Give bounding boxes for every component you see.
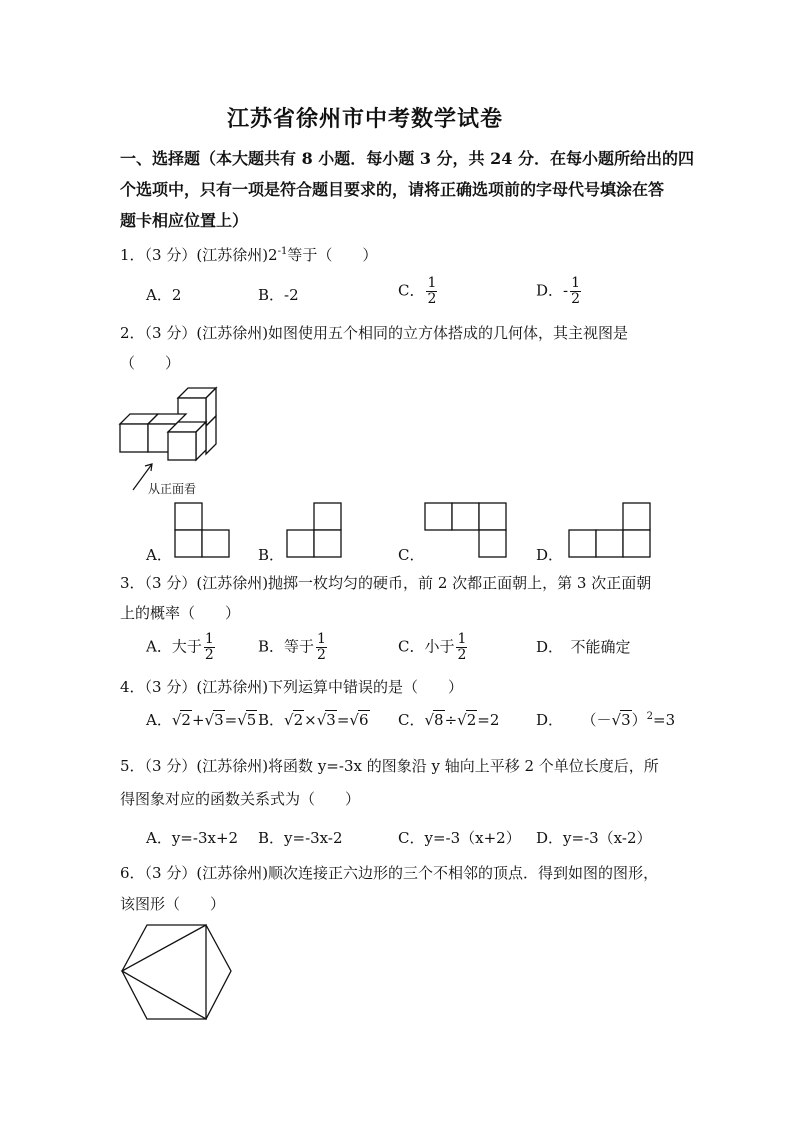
q2-option-d-label: D． bbox=[536, 546, 564, 564]
q2-option-a-figure bbox=[174, 502, 230, 558]
question-3-stem-line1: 3．（3 分）(江苏徐州)抛掷一枚均匀的硬币，前 2 次都正面朝上，第 3 次正面朝 bbox=[120, 574, 652, 592]
question-2-stem-line2: （ ） bbox=[120, 354, 181, 372]
section-header-line3: 题卡相应位置上） bbox=[120, 211, 249, 230]
section-header-line2: 个选项中，只有一项是符合题目要求的，请将正确选项前的字母代号填涂在答 bbox=[120, 180, 665, 199]
cubes-figure bbox=[118, 380, 218, 470]
q5-option-b: B．y=-3x-2 bbox=[258, 829, 343, 847]
section-header-line1: 一、选择题（本大题共有 8 小题．每小题 3 分，共 24 分．在每小题所给出的四 bbox=[120, 149, 694, 168]
q3-option-d: D． 不能确定 bbox=[536, 638, 631, 656]
q1-option-a: A．2 bbox=[146, 286, 182, 304]
q2-option-b-label: B． bbox=[258, 546, 285, 564]
q4-option-b: B．√2×√3=√6 bbox=[258, 711, 369, 729]
question-6-stem-line1: 6．（3 分）(江苏徐州)顺次连接正六边形的三个不相邻的顶点．得到如图的图形， bbox=[120, 864, 659, 882]
q2-option-b-figure bbox=[286, 502, 342, 558]
q2-option-a-label: A． bbox=[146, 546, 172, 564]
q5-option-c: C．y=-3（x+2） bbox=[398, 829, 521, 847]
q1-option-d: D．- $\frac{1}{2}$ bbox=[536, 275, 581, 307]
question-4-stem: 4．（3 分）(江苏徐州)下列运算中错误的是（ ） bbox=[120, 678, 464, 696]
q3-option-a: A．大于 $\frac{1}{2}$ bbox=[146, 631, 214, 663]
q1-option-b: B．-2 bbox=[258, 286, 299, 304]
question-5-stem-line2: 得图象对应的函数关系式为（ ） bbox=[120, 790, 361, 808]
question-3-stem-line2: 上的概率（ ） bbox=[120, 604, 241, 622]
figure-caption: 从正面看 bbox=[148, 482, 197, 496]
question-2-stem-line1: 2．（3 分）(江苏徐州)如图使用五个相同的立方体搭成的几何体，其主视图是 bbox=[120, 324, 629, 342]
hexagon-figure bbox=[118, 920, 236, 1024]
q5-option-a: A．y=-3x+2 bbox=[146, 829, 239, 847]
q2-option-d-figure bbox=[568, 502, 652, 558]
q2-option-c-figure bbox=[424, 502, 508, 558]
q1-option-c: C． $\frac{1}{2}$ bbox=[398, 275, 437, 307]
question-6-stem-line2: 该图形（ ） bbox=[120, 895, 226, 913]
q5-option-d: D．y=-3（x-2） bbox=[536, 829, 652, 847]
q4-option-a: A．√2+√3=√5 bbox=[146, 711, 257, 729]
page-title: 江苏省徐州市中考数学试卷 bbox=[226, 106, 503, 132]
q4-option-c: C．√8÷√2=2 bbox=[398, 711, 500, 729]
q3-option-b: B．等于 $\frac{1}{2}$ bbox=[258, 631, 326, 663]
q2-option-c-label: C． bbox=[398, 546, 425, 564]
question-1-stem: 1．（3 分）(江苏徐州)$2^{-1}$等于（ ） bbox=[120, 246, 378, 264]
q4-option-d: D． $(-√3)^2=3$ bbox=[536, 711, 676, 729]
question-5-stem-line1: 5．（3 分）(江苏徐州)将函数 y=-3x 的图象沿 y 轴向上平移 2 个单位长度后，所 bbox=[120, 757, 659, 775]
q3-option-c: C．小于 $\frac{1}{2}$ bbox=[398, 631, 467, 663]
